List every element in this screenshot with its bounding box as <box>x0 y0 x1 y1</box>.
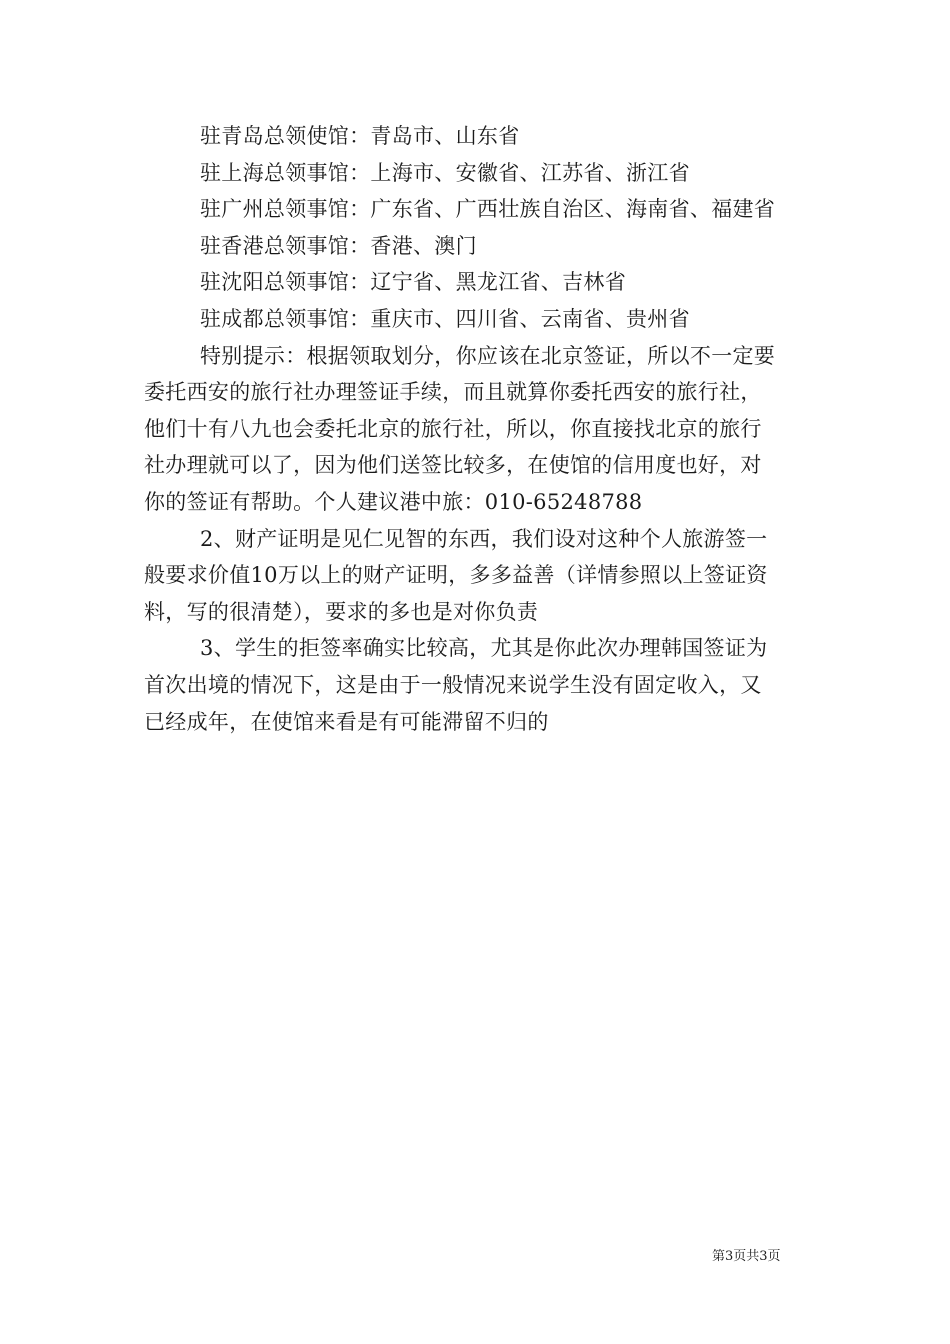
page-number: 第3页共3页 <box>712 1249 781 1264</box>
point3-paragraph-line: 3、学生的拒签率确实比较高，尤其是你此次办理韩国签证为 <box>200 636 768 661</box>
tip-paragraph-line: 他们十有八九也会委托北京的旅行社，所以，你直接找北京的旅行 <box>144 416 762 441</box>
tip-paragraph-line: 委托西安的旅行社办理签证手续，而且就算你委托西安的旅行社， <box>144 380 762 405</box>
consulate-line: 驻广州总领事馆：广东省、广西壮族自治区、海南省、福建省 <box>200 197 776 222</box>
consulate-line: 驻沈阳总领事馆：辽宁省、黑龙江省、吉林省 <box>200 270 626 295</box>
point2-paragraph-line: 料，写的很清楚），要求的多也是对你负责 <box>144 599 539 624</box>
point2-paragraph-line: 2、财产证明是见仁见智的东西，我们设对这种个人旅游签一 <box>200 526 768 551</box>
consulate-line: 驻青岛总领使馆：青岛市、山东省 <box>200 124 520 148</box>
tip-paragraph-line: 社办理就可以了，因为他们送签比较多，在使馆的信用度也好，对 <box>144 453 762 478</box>
point2-paragraph-line: 般要求价值10万以上的财产证明，多多益善（详情参照以上签证资 <box>144 563 768 588</box>
consulate-line: 驻香港总领事馆：香港、澳门 <box>200 233 477 258</box>
point3-paragraph-line: 已经成年，在使馆来看是有可能滞留不归的 <box>144 709 549 734</box>
tip-paragraph-line: 你的签证有帮助。个人建议港中旅：010-65248788 <box>144 489 643 514</box>
consulate-line: 驻上海总领事馆：上海市、安徽省、江苏省、浙江省 <box>200 160 690 185</box>
consulate-line: 驻成都总领事馆：重庆市、四川省、云南省、贵州省 <box>200 306 690 331</box>
tip-paragraph-line: 特别提示：根据领取划分，你应该在北京签证，所以不一定要 <box>200 343 776 368</box>
body-text <box>144 118 814 740</box>
point3-paragraph-line: 首次出境的情况下，这是由于一般情况来说学生没有固定收入，又 <box>144 672 762 697</box>
